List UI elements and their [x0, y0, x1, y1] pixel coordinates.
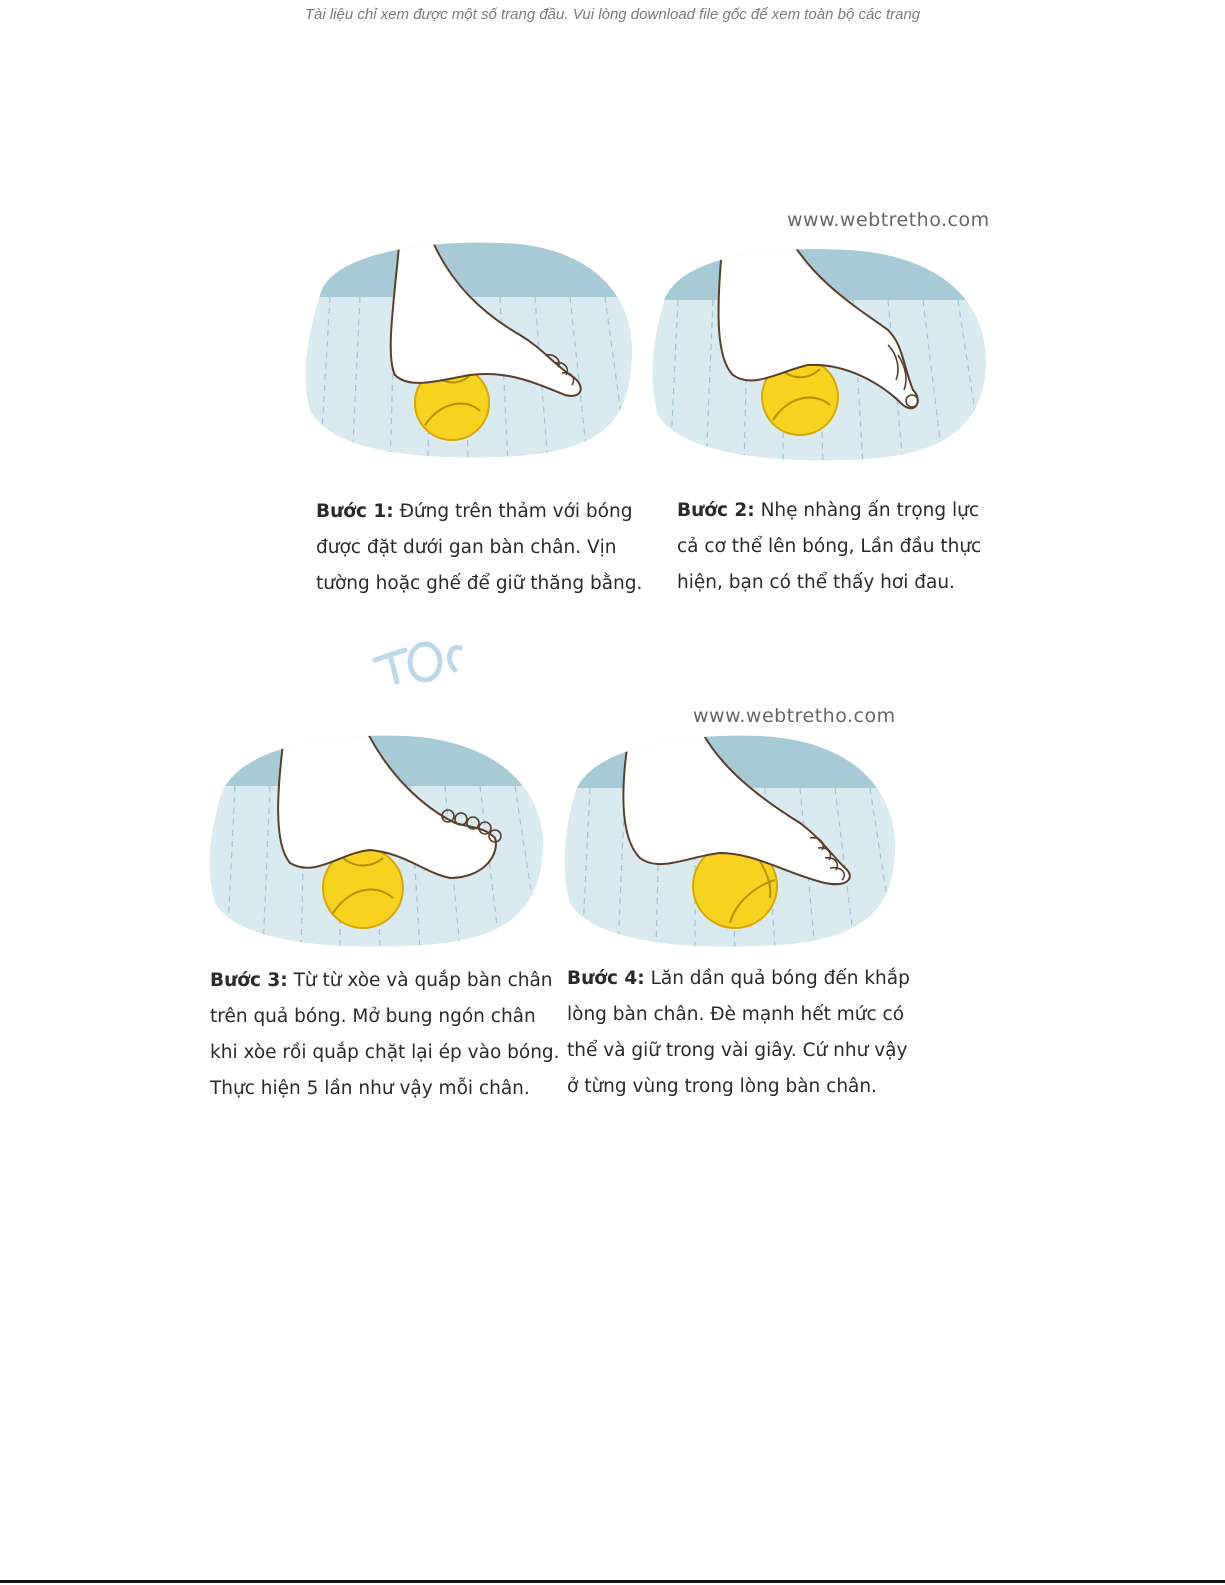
step-2-label: Bước 2:	[677, 500, 755, 521]
step-3-line-2: trên quả bóng. Mở bung ngón chân	[210, 1006, 536, 1027]
step-1-line-2: được đặt dưới gan bàn chân. Vịn	[316, 537, 617, 558]
step-1-label: Bước 1:	[316, 501, 394, 522]
step-2-line-2: cả cơ thể lên bóng, Lần đầu thực	[677, 536, 982, 557]
step-2-illustration	[648, 235, 993, 465]
step-3-caption	[210, 963, 560, 1107]
step-3-label: Bước 3:	[210, 970, 288, 991]
step-4-illustration	[560, 728, 900, 950]
step-3-line-4: Thực hiện 5 lần như vậy mỗi chân.	[210, 1078, 530, 1099]
step-4-line-2: lòng bàn chân. Đè mạnh hết mức có	[567, 1004, 905, 1025]
step-4-line-1: Lăn dần quả bóng đến khắp	[650, 968, 910, 989]
step-4-label: Bước 4:	[567, 968, 645, 989]
step-3-line-3: khi xòe rồi quắp chặt lại ép vào bóng.	[210, 1042, 560, 1063]
step-1-line-1: Đứng trên thảm với bóng	[399, 501, 633, 522]
page-bottom-rule	[0, 1580, 1225, 1583]
logo-watermark	[365, 630, 555, 690]
step-2-caption	[677, 493, 981, 601]
site-watermark-top: www.webtretho.com	[787, 209, 990, 231]
step-4-line-3: thể và giữ trong vài giây. Cứ như vậy	[567, 1040, 908, 1061]
step-3-illustration	[205, 728, 550, 950]
step-3-line-1: Từ từ xòe và quắp bàn chân	[293, 970, 553, 991]
step-2-line-1: Nhẹ nhàng ấn trọng lực	[760, 500, 980, 521]
preview-notice: Tài liệu chỉ xem được một số trang đầu. Vui lòng download file gốc để xem toàn bộ các trang	[304, 6, 921, 23]
step-1-line-3: tường hoặc ghế để giữ thăng bằng.	[316, 573, 643, 594]
step-4-caption	[567, 961, 910, 1105]
step-4-line-4: ở từng vùng trong lòng bàn chân.	[567, 1076, 878, 1097]
site-watermark-bottom: www.webtretho.com	[693, 705, 896, 727]
step-2-line-3: hiện, bạn có thể thấy hơi đau.	[677, 572, 955, 593]
step-1-caption	[316, 494, 642, 602]
wall	[300, 235, 640, 297]
step-1-illustration	[300, 235, 640, 465]
